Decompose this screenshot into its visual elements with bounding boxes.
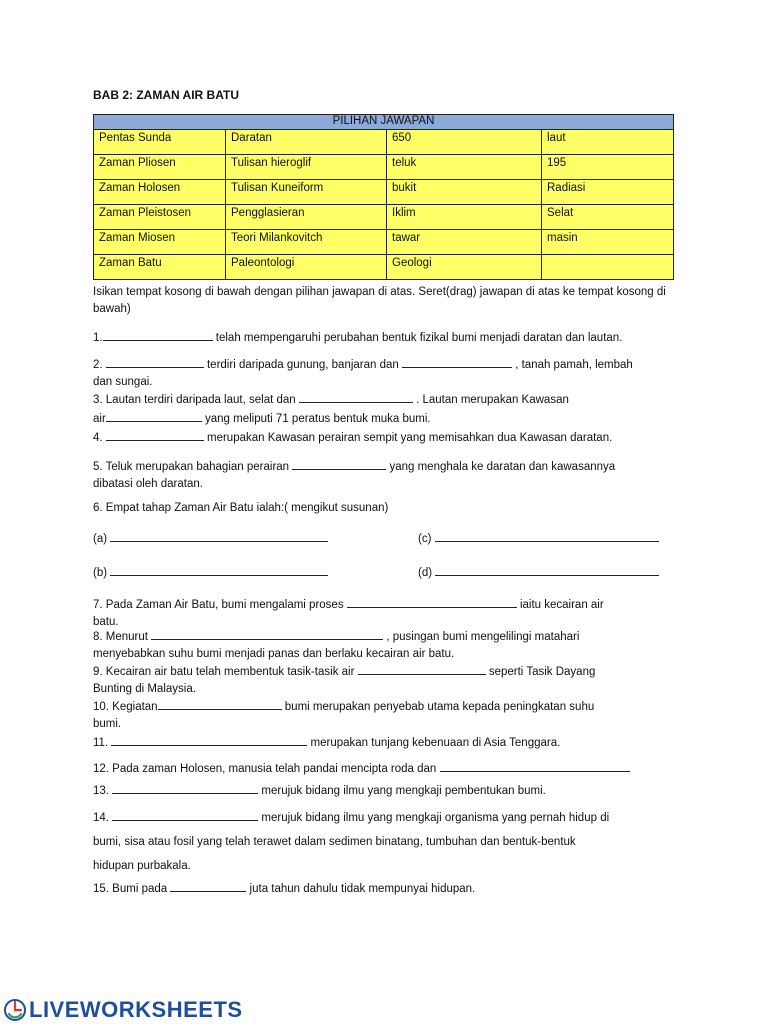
answer-blank[interactable] bbox=[111, 733, 307, 746]
answer-chip[interactable]: 195 bbox=[542, 155, 674, 180]
answer-blank[interactable] bbox=[170, 879, 246, 892]
answer-chip[interactable]: Zaman Holosen bbox=[94, 180, 226, 205]
answer-chip[interactable]: Zaman Miosen bbox=[94, 230, 226, 255]
answer-chip[interactable]: Selat bbox=[542, 205, 674, 230]
question-1 bbox=[93, 328, 683, 347]
answer-chip[interactable]: 650 bbox=[387, 130, 542, 155]
question-text: air bbox=[93, 413, 106, 425]
question-text: 14. bbox=[93, 812, 113, 824]
answer-chip[interactable]: Teori Milankovitch bbox=[226, 230, 387, 255]
table-row bbox=[94, 205, 674, 230]
answer-blank[interactable] bbox=[106, 428, 204, 441]
answer-line-a bbox=[93, 529, 343, 548]
question-text: menyebabkan suhu bumi menjadi panas dan berlaku kecairan air batu. bbox=[93, 648, 455, 660]
answer-line-c bbox=[418, 529, 678, 548]
table-header: PILIHAN JAWAPAN bbox=[94, 115, 674, 130]
question-text: dan sungai. bbox=[93, 376, 153, 388]
question-text: yang menghala ke daratan dan kawasannya bbox=[386, 461, 616, 473]
question-text: juta tahun dahulu tidak mempunyai hidupan. bbox=[246, 883, 476, 895]
answer-blank[interactable] bbox=[110, 529, 328, 542]
table-row bbox=[94, 180, 674, 205]
question-text: . Lautan merupakan Kawasan bbox=[412, 394, 569, 406]
answer-blank[interactable] bbox=[158, 697, 282, 710]
answer-chip[interactable]: Zaman Batu bbox=[94, 255, 226, 280]
table-row bbox=[94, 155, 674, 180]
question-text: 8. Menurut bbox=[93, 631, 152, 643]
question-11 bbox=[93, 733, 683, 752]
question-text: (b) bbox=[93, 567, 111, 579]
question-text: 11. bbox=[93, 737, 112, 749]
question-8 bbox=[93, 627, 683, 663]
answer-blank[interactable] bbox=[292, 457, 386, 470]
answer-chip[interactable]: laut bbox=[542, 130, 674, 155]
answer-choices-table bbox=[93, 114, 674, 280]
question-text: hidupan purbakala. bbox=[93, 860, 191, 872]
question-text: , pusingan bumi mengelilingi matahari bbox=[383, 631, 580, 643]
logo-wordmark: LIVEWORKSHEETS bbox=[29, 997, 243, 1022]
answer-chip[interactable]: Tulisan Kuneiform bbox=[226, 180, 387, 205]
page-title: BAB 2: ZAMAN AIR BATU bbox=[93, 88, 239, 102]
liveworksheets-logo-icon bbox=[4, 999, 26, 1021]
question-text: merupakan Kawasan perairan sempit yang memisahkan dua Kawasan daratan. bbox=[203, 432, 613, 444]
question-7 bbox=[93, 595, 683, 631]
question-15 bbox=[93, 879, 683, 898]
question-6 bbox=[93, 500, 683, 517]
answer-chip[interactable]: masin bbox=[542, 230, 674, 255]
question-text: terdiri daripada gunung, banjaran dan bbox=[203, 359, 402, 371]
answer-chip[interactable]: Pentas Sunda bbox=[94, 130, 226, 155]
answer-chip[interactable]: Geologi bbox=[387, 255, 542, 280]
question-10 bbox=[93, 697, 683, 733]
answer-blank[interactable] bbox=[440, 759, 630, 772]
question-text: 12. Pada zaman Holosen, manusia telah pandai mencipta roda dan bbox=[93, 763, 440, 775]
answer-chip[interactable]: Radiasi bbox=[542, 180, 674, 205]
question-4 bbox=[93, 428, 683, 447]
answer-chip[interactable]: Daratan bbox=[226, 130, 387, 155]
question-2 bbox=[93, 355, 683, 391]
question-text: 5. Teluk merupakan bahagian perairan bbox=[93, 461, 293, 473]
question-text: Bunting di Malaysia. bbox=[93, 683, 196, 695]
question-text: 6. Empat tahap Zaman Air Batu ialah:( mengikut susunan) bbox=[93, 502, 389, 514]
answer-line-d bbox=[418, 563, 678, 582]
answer-blank[interactable] bbox=[435, 529, 659, 542]
question-text: (a) bbox=[93, 533, 111, 545]
answer-blank[interactable] bbox=[402, 355, 512, 368]
question-text: 4. bbox=[93, 432, 106, 444]
question-12 bbox=[93, 759, 683, 778]
answer-blank[interactable] bbox=[358, 662, 486, 675]
table-row bbox=[94, 255, 674, 280]
question-text: 3. Lautan terdiri daripada laut, selat dan bbox=[93, 394, 299, 406]
answer-blank[interactable] bbox=[103, 328, 213, 341]
question-text: , tanah pamah, lembah bbox=[512, 359, 633, 371]
question-text: iaitu kecairan air bbox=[516, 599, 604, 611]
answer-blank[interactable] bbox=[106, 409, 202, 422]
answer-chip[interactable]: Zaman Pleistosen bbox=[94, 205, 226, 230]
question-text: 9. Kecairan air batu telah membentuk tasik-tasik air bbox=[93, 666, 358, 678]
question-text: merujuk bidang ilmu yang mengkaji organisma yang pernah hidup di bbox=[258, 812, 610, 824]
question-text: bumi, sisa atau fosil yang telah terawet dalam sedimen binatang, tumbuhan dan bentuk-bentuk bbox=[93, 836, 576, 848]
answer-blank[interactable] bbox=[112, 808, 258, 821]
question-text: 7. Pada Zaman Air Batu, bumi mengalami proses bbox=[93, 599, 347, 611]
answer-chip[interactable]: Tulisan hieroglif bbox=[226, 155, 387, 180]
question-text: 13. bbox=[93, 785, 113, 797]
question-14 bbox=[93, 806, 683, 878]
table-row bbox=[94, 130, 674, 155]
answer-blank[interactable] bbox=[151, 627, 383, 640]
table-row bbox=[94, 230, 674, 255]
question-text: bumi merupakan penyebab utama kepada peningkatan suhu bbox=[281, 701, 595, 713]
question-text: telah mempengaruhi perubahan bentuk fizikal bumi menjadi daratan dan lautan. bbox=[212, 332, 623, 344]
liveworksheets-footer bbox=[4, 997, 243, 1023]
answer-chip[interactable]: Zaman Pliosen bbox=[94, 155, 226, 180]
question-text: 10. Kegiatan bbox=[93, 701, 158, 713]
answer-blank[interactable] bbox=[435, 563, 659, 576]
answer-chip[interactable]: tawar bbox=[387, 230, 542, 255]
answer-chip[interactable]: Paleontologi bbox=[226, 255, 387, 280]
instructions: Isikan tempat kosong di bawah dengan pilihan jawapan di atas. Seret(drag) jawapan di atas ke tempat kosong di bawah) bbox=[93, 286, 666, 315]
answer-chip[interactable]: Pengglasieran bbox=[226, 205, 387, 230]
question-text: (c) bbox=[418, 533, 435, 545]
answer-blank[interactable] bbox=[110, 563, 328, 576]
question-text: seperti Tasik Dayang bbox=[485, 666, 596, 678]
question-text: merujuk bidang ilmu yang mengkaji pembentukan bumi. bbox=[258, 785, 546, 797]
answer-chip[interactable]: Iklim bbox=[387, 205, 542, 230]
question-13 bbox=[93, 781, 683, 800]
question-5 bbox=[93, 457, 683, 493]
question-text: merupakan tunjang kebenuaan di Asia Tenggara. bbox=[307, 737, 561, 749]
question-text: dibatasi oleh daratan. bbox=[93, 478, 203, 490]
question-text: batu. bbox=[93, 616, 119, 628]
question-text: bumi. bbox=[93, 718, 122, 730]
question-text: 1. bbox=[93, 332, 103, 344]
question-text: 2. bbox=[93, 359, 106, 371]
answer-chip[interactable]: bukit bbox=[387, 180, 542, 205]
answer-blank[interactable] bbox=[347, 595, 517, 608]
question-text: 15. Bumi pada bbox=[93, 883, 171, 895]
answer-chip[interactable]: teluk bbox=[387, 155, 542, 180]
question-3 bbox=[93, 390, 683, 428]
answer-blank[interactable] bbox=[112, 781, 258, 794]
question-9 bbox=[93, 662, 683, 698]
answer-blank[interactable] bbox=[299, 390, 413, 403]
empty-cell bbox=[542, 255, 674, 280]
question-text: (d) bbox=[418, 567, 436, 579]
answer-line-b bbox=[93, 563, 343, 582]
answer-blank[interactable] bbox=[106, 355, 204, 368]
question-text: yang meliputi 71 peratus bentuk muka bumi. bbox=[201, 413, 431, 425]
